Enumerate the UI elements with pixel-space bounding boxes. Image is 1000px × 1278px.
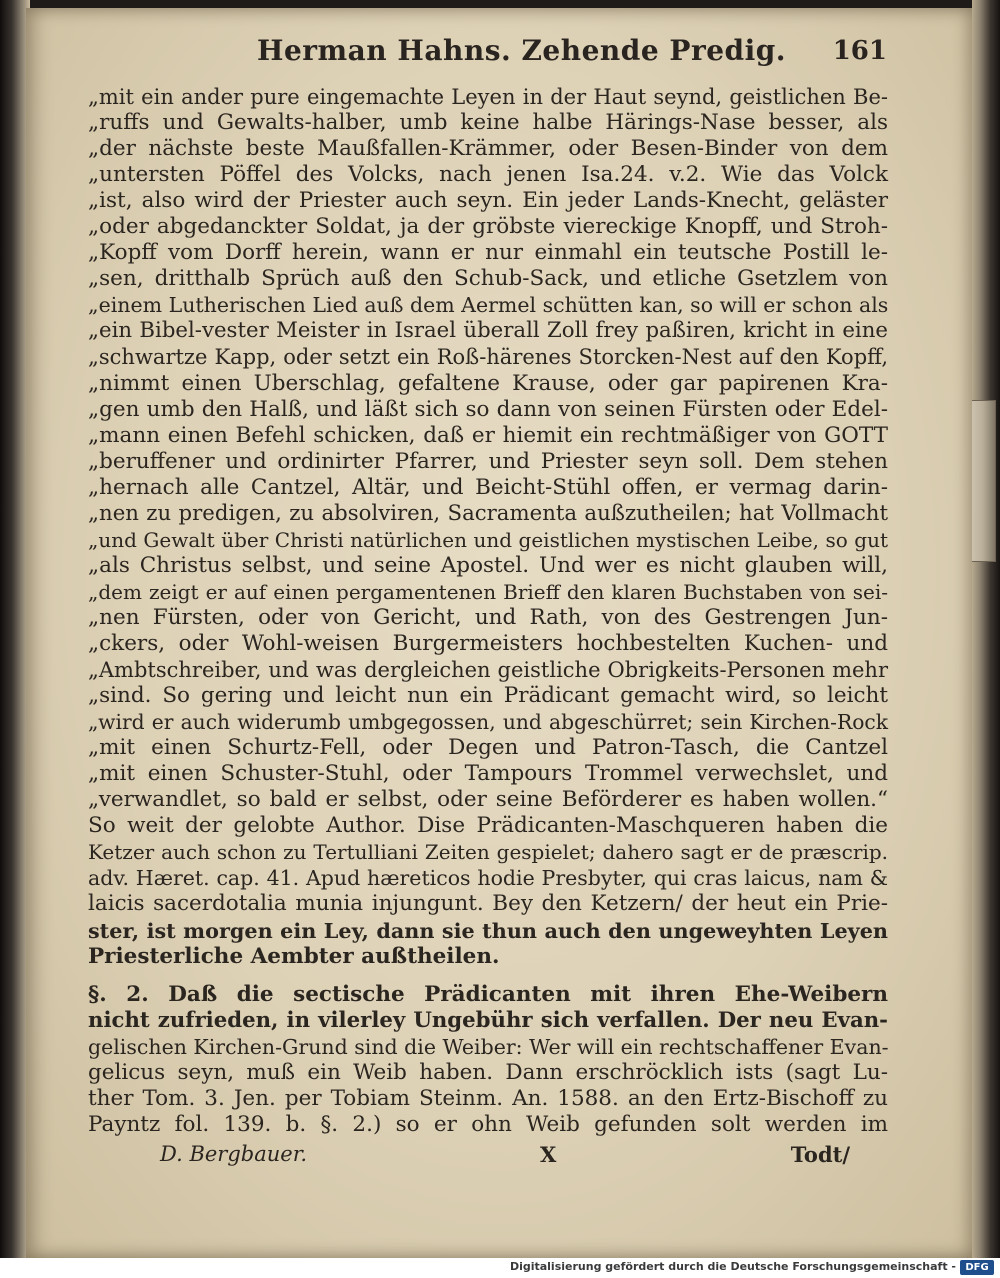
paragraph-gap [88, 970, 888, 982]
text-line: So weit der gelobte Author. Dise Prädicanten-Maschqueren haben die [88, 813, 888, 839]
text-block [88, 84, 888, 1138]
text-line: „ein Bibel-vester Meister in Israel überall Zoll frey paßiren, kricht in eine [88, 318, 888, 344]
signature-mark: X [540, 1142, 557, 1167]
text-line: „schwartze Kapp, oder setzt ein Roß-härenes Storcken-Nest auf den Kopff, [88, 345, 888, 370]
section-line: ther Tom. 3. Jen. per Tobiam Steinm. An. 1588. an den Ertz-Bischoff zu [88, 1085, 888, 1111]
text-line: „Kopff vom Dorff herein, wann er nur einmahl ein teutsche Postill le- [88, 240, 888, 266]
text-line: „sind. So gering und leicht nun ein Prädicant gemacht wird, so leicht [88, 683, 888, 709]
printer-signature-name: D. Bergbauer. [160, 1142, 308, 1166]
text-line: „Ambtschreiber, und was dergleichen geistliche Obrigkeits-Personen mehr [88, 658, 888, 683]
text-line: Priesterliche Aembter außtheilen. [88, 943, 500, 969]
text-line: „mit ein ander pure eingemachte Leyen in der Haut seynd, geistlichen Be- [88, 85, 888, 109]
text-line: „nimmt einen Uberschlag, gefaltene Krause, oder gar papirenen Kra- [88, 370, 888, 396]
text-line: „sen, dritthalb Sprüch auß den Schub-Sack, und etliche Gsetzlem von [88, 266, 888, 292]
text-line: „wird er auch widerumb umbgegossen, und abgeschürret; sein Kirchen-Rock [88, 710, 888, 735]
text-line: „untersten Pöffel des Volcks, nach jenen Isa.24. v.2. Wie das Volck [88, 162, 888, 188]
text-line: „ist, also wird der Priester auch seyn. Ein jeder Lands-Knecht, geläster [88, 188, 888, 214]
page-number: 161 [832, 36, 887, 66]
text-line: laicis sacerdotalia munia injungunt. Bey den Ketzern/ der heut ein Prie- [88, 891, 888, 917]
text-line: „dem zeigt er auf einen pergamentenen Brieff den klaren Buchstaben von sei- [88, 579, 888, 604]
text-line: „gen umb den Halß, und läßt sich so dann von seinen Fürsten oder Edel- [88, 396, 888, 422]
text-line: „als Christus selbst, und seine Apostel. Und wer es nicht glauben will, [88, 552, 888, 578]
section-line: §. 2. Daß die sectische Prädicanten mit ihren Ehe-Weibern [88, 981, 888, 1007]
text-line: „hernach alle Cantzel, Altär, und Beicht-Stühl offen, er vermag darin- [88, 474, 888, 500]
footer-bar [0, 1258, 1000, 1278]
text-line: „oder abgedanckter Soldat, ja der gröbste viereckige Knopff, und Stroh- [88, 214, 888, 240]
text-line: „und Gewalt über Christi natürlichen und geistlichen mystischen Leibe, so gut [88, 527, 888, 552]
text-line: adv. Hæret. cap. 41. Apud hæreticos hodie Presbyter, qui cras laicus, nam & [88, 866, 888, 891]
text-line: „mann einen Befehl schicken, daß er hiemit ein rechtmäßiger von GOTT [88, 422, 888, 448]
catchword: Todt/ [790, 1142, 850, 1167]
text-line: „einem Lutherischen Lied auß dem Aermel schütten kan, so will er schon als [88, 293, 889, 318]
running-title: Herman Hahns. Zehende Predig. [257, 34, 787, 67]
dfg-logo: DFG [960, 1260, 994, 1275]
text-line: „verwandlet, so bald er selbst, oder seine Beförderer es haben wollen.“ [88, 787, 888, 813]
text-line: „mit einen Schuster-Stuhl, oder Tampours Trommel verwechslet, und [88, 761, 888, 787]
book-edge-right [972, 0, 1000, 1258]
text-line: „der nächste beste Maußfallen-Krämmer, oder Besen-Binder von dem [88, 136, 888, 162]
text-line: „ruffs und Gewalts-halber, umb keine halbe Härings-Nase besser, als [88, 110, 888, 136]
section-line: nicht zufrieden, in vilerley Ungebühr sich verfallen. Der neu Evan- [88, 1007, 888, 1033]
section-line: gelicus seyn, muß ein Weib haben. Dann erschröcklich ists (sagt Lu- [88, 1059, 888, 1085]
text-line: Ketzer auch schon zu Tertulliani Zeiten gespielet; dahero sagt er de præscrip. [88, 840, 888, 865]
funding-credit: Digitalisierung gefördert durch die Deutsche Forschungsgemeinschaft - [509, 1260, 956, 1273]
section-line: Payntz fol. 139. b. §. 2.) so er ohn Weib gefunden solt werden im [88, 1111, 888, 1137]
catchword-row [160, 1142, 850, 1172]
text-line: „beruffener und ordinirter Pfarrer, und Priester seyn soll. Dem stehen [88, 448, 888, 474]
text-line: „nen Fürsten, oder von Gericht, und Rath, von des Gestrengen Jun- [88, 604, 888, 630]
text-line: „nen zu predigen, zu absolviren, Sacramenta außzutheilen; hat Vollmacht [88, 500, 888, 526]
text-line: „ckers, oder Wohl-weisen Burgermeisters hochbestelten Kuchen- und [88, 630, 888, 656]
text-line: „mit einen Schurtz-Fell, oder Degen und Patron-Tasch, die Cantzel [88, 735, 888, 761]
section-line: gelischen Kirchen-Grund sind die Weiber: Wer will ein rechtschaffener Evan- [88, 1034, 889, 1059]
text-line: ster, ist morgen ein Ley, dann sie thun auch den ungeweyhten Leyen [88, 918, 888, 943]
page-header [257, 34, 887, 80]
